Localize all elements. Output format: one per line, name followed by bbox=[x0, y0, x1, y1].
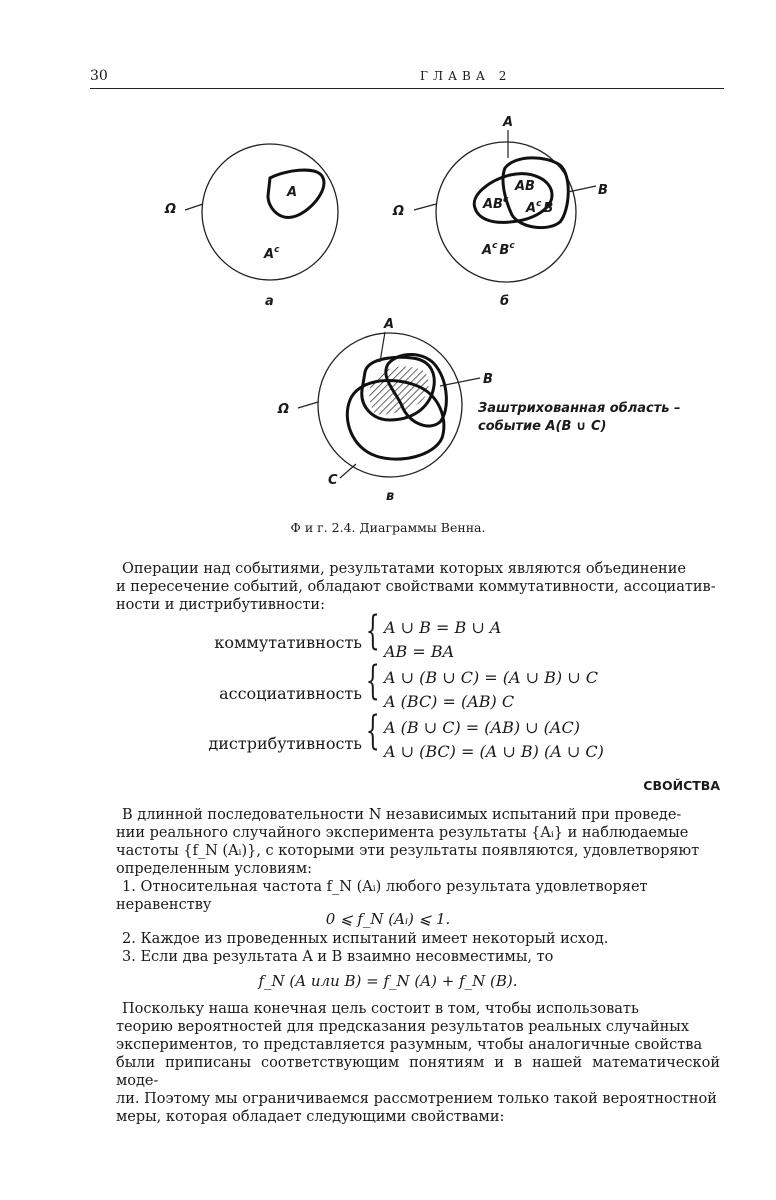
page-header bbox=[90, 66, 724, 89]
additivity-equation: f_N (A или B) = f_N (A) + f_N (B). bbox=[258, 972, 518, 990]
label-c-c: C bbox=[328, 473, 338, 488]
intro-line-2: и пересечение событий, обладают свойствами коммутативности, ассоциатив- bbox=[116, 579, 716, 595]
label-a-complement: $A^c$ bbox=[264, 245, 280, 262]
venn-panel-a bbox=[164, 144, 338, 309]
label-c-a: A bbox=[384, 317, 395, 332]
panel-label-c: в bbox=[386, 489, 395, 504]
intro-line-3: ности и дистрибутивности: bbox=[116, 597, 325, 613]
closing-line-4: были приписаны соответствующим понятиям и в нашей математической моде- bbox=[116, 1055, 720, 1089]
label-abc: $AB^c$ bbox=[483, 195, 509, 212]
prop-line-2: нии реального случайного эксперимента результаты {Aᵢ} и наблюдаемые bbox=[116, 825, 689, 841]
figure-caption: Ф и г. 2.4. Диаграммы Венна. bbox=[290, 520, 486, 535]
intro-line-1: Операции над событиями, результатами которых являются объединение bbox=[122, 561, 686, 577]
prop-line-4: определенным условиям: bbox=[116, 861, 313, 877]
brace-associativity: { bbox=[365, 658, 380, 704]
eq-comm-1: A ∪ B = B ∪ A bbox=[384, 618, 502, 637]
eq-name-commutativity: коммутативность bbox=[214, 633, 362, 652]
item3: 3. Если два результата A и B взаимно несовместимы, то bbox=[122, 949, 554, 965]
properties-paragraph bbox=[116, 806, 720, 914]
closing-line-3: экспериментов, то представляется разумным, чтобы аналогичные свойства bbox=[116, 1037, 703, 1053]
eq-distr-2: A ∪ (BC) = (A ∪ B) (A ∪ C) bbox=[384, 742, 604, 761]
eq-distr-1: A (B ∪ C) = (AB) ∪ (AC) bbox=[384, 718, 580, 737]
hatched-note-line1: Заштрихованная область – bbox=[478, 401, 681, 416]
eq-assoc-2: A (BC) = (AB) C bbox=[384, 692, 515, 711]
closing-paragraph bbox=[116, 1000, 720, 1126]
closing-line-2: теорию вероятностей для предсказания результатов реальных случайных bbox=[116, 1019, 689, 1035]
label-acb: $A^c$ B bbox=[526, 199, 554, 216]
panel-label-b: б bbox=[500, 294, 510, 309]
brace-commutativity: { bbox=[365, 608, 380, 654]
inequality: 0 ⩽ f_N (Aᵢ) ⩽ 1. bbox=[325, 910, 451, 928]
venn-panel-c bbox=[277, 317, 680, 504]
eq-name-distributivity: дистрибутивность bbox=[208, 734, 362, 753]
label-b-a: A bbox=[503, 115, 514, 130]
venn-diagrams-figure bbox=[0, 100, 776, 520]
eq-comm-2: AB = BA bbox=[384, 642, 455, 661]
item1-line-2: неравенству bbox=[116, 897, 212, 913]
label-a-region: A bbox=[287, 185, 298, 200]
panel-label-a: а bbox=[265, 294, 274, 309]
eq-assoc-1: A ∪ (B ∪ C) = (A ∪ B) ∪ C bbox=[384, 668, 598, 687]
item1-line-1: 1. Относительная частота f_N (Aᵢ) любого результата удовлетворяет bbox=[122, 879, 648, 895]
prop-line-1: В длинной последовательности N независимых испытаний при проведе- bbox=[122, 807, 682, 823]
label-ab: AB bbox=[515, 179, 535, 194]
chapter-title: ГЛАВА 2 bbox=[420, 69, 512, 83]
intro-paragraph bbox=[116, 560, 720, 614]
item2: 2. Каждое из проведенных испытаний имеет некоторый исход. bbox=[122, 931, 609, 947]
label-acbc: $A^c$ $B^c$ bbox=[482, 241, 515, 258]
closing-line-6: меры, которая обладает следующими свойствами: bbox=[116, 1109, 505, 1125]
omega-label-a: Ω bbox=[165, 202, 177, 217]
label-b-b: B bbox=[598, 183, 608, 198]
omega-label-b: Ω bbox=[393, 204, 405, 219]
closing-line-1: Поскольку наша конечная цель состоит в том, чтобы использовать bbox=[122, 1001, 639, 1017]
page-number: 30 bbox=[90, 68, 108, 84]
omega-label-c: Ω bbox=[278, 402, 290, 417]
items-2-3 bbox=[116, 930, 720, 966]
section-title: СВОЙСТВА bbox=[643, 778, 720, 793]
eq-name-associativity: ассоциативность bbox=[219, 684, 362, 703]
brace-distributivity: { bbox=[365, 708, 380, 754]
closing-line-5: ли. Поэтому мы ограничиваемся рассмотрением только такой вероятностной bbox=[116, 1091, 717, 1107]
label-c-b: B bbox=[483, 372, 493, 387]
hatched-note-line2: событие A(B ∪ C) bbox=[478, 419, 607, 434]
venn-panel-b bbox=[392, 115, 608, 309]
prop-line-3: частоты {f_N (Aᵢ)}, с которыми эти результаты появляются, удовлетворяют bbox=[116, 843, 700, 859]
